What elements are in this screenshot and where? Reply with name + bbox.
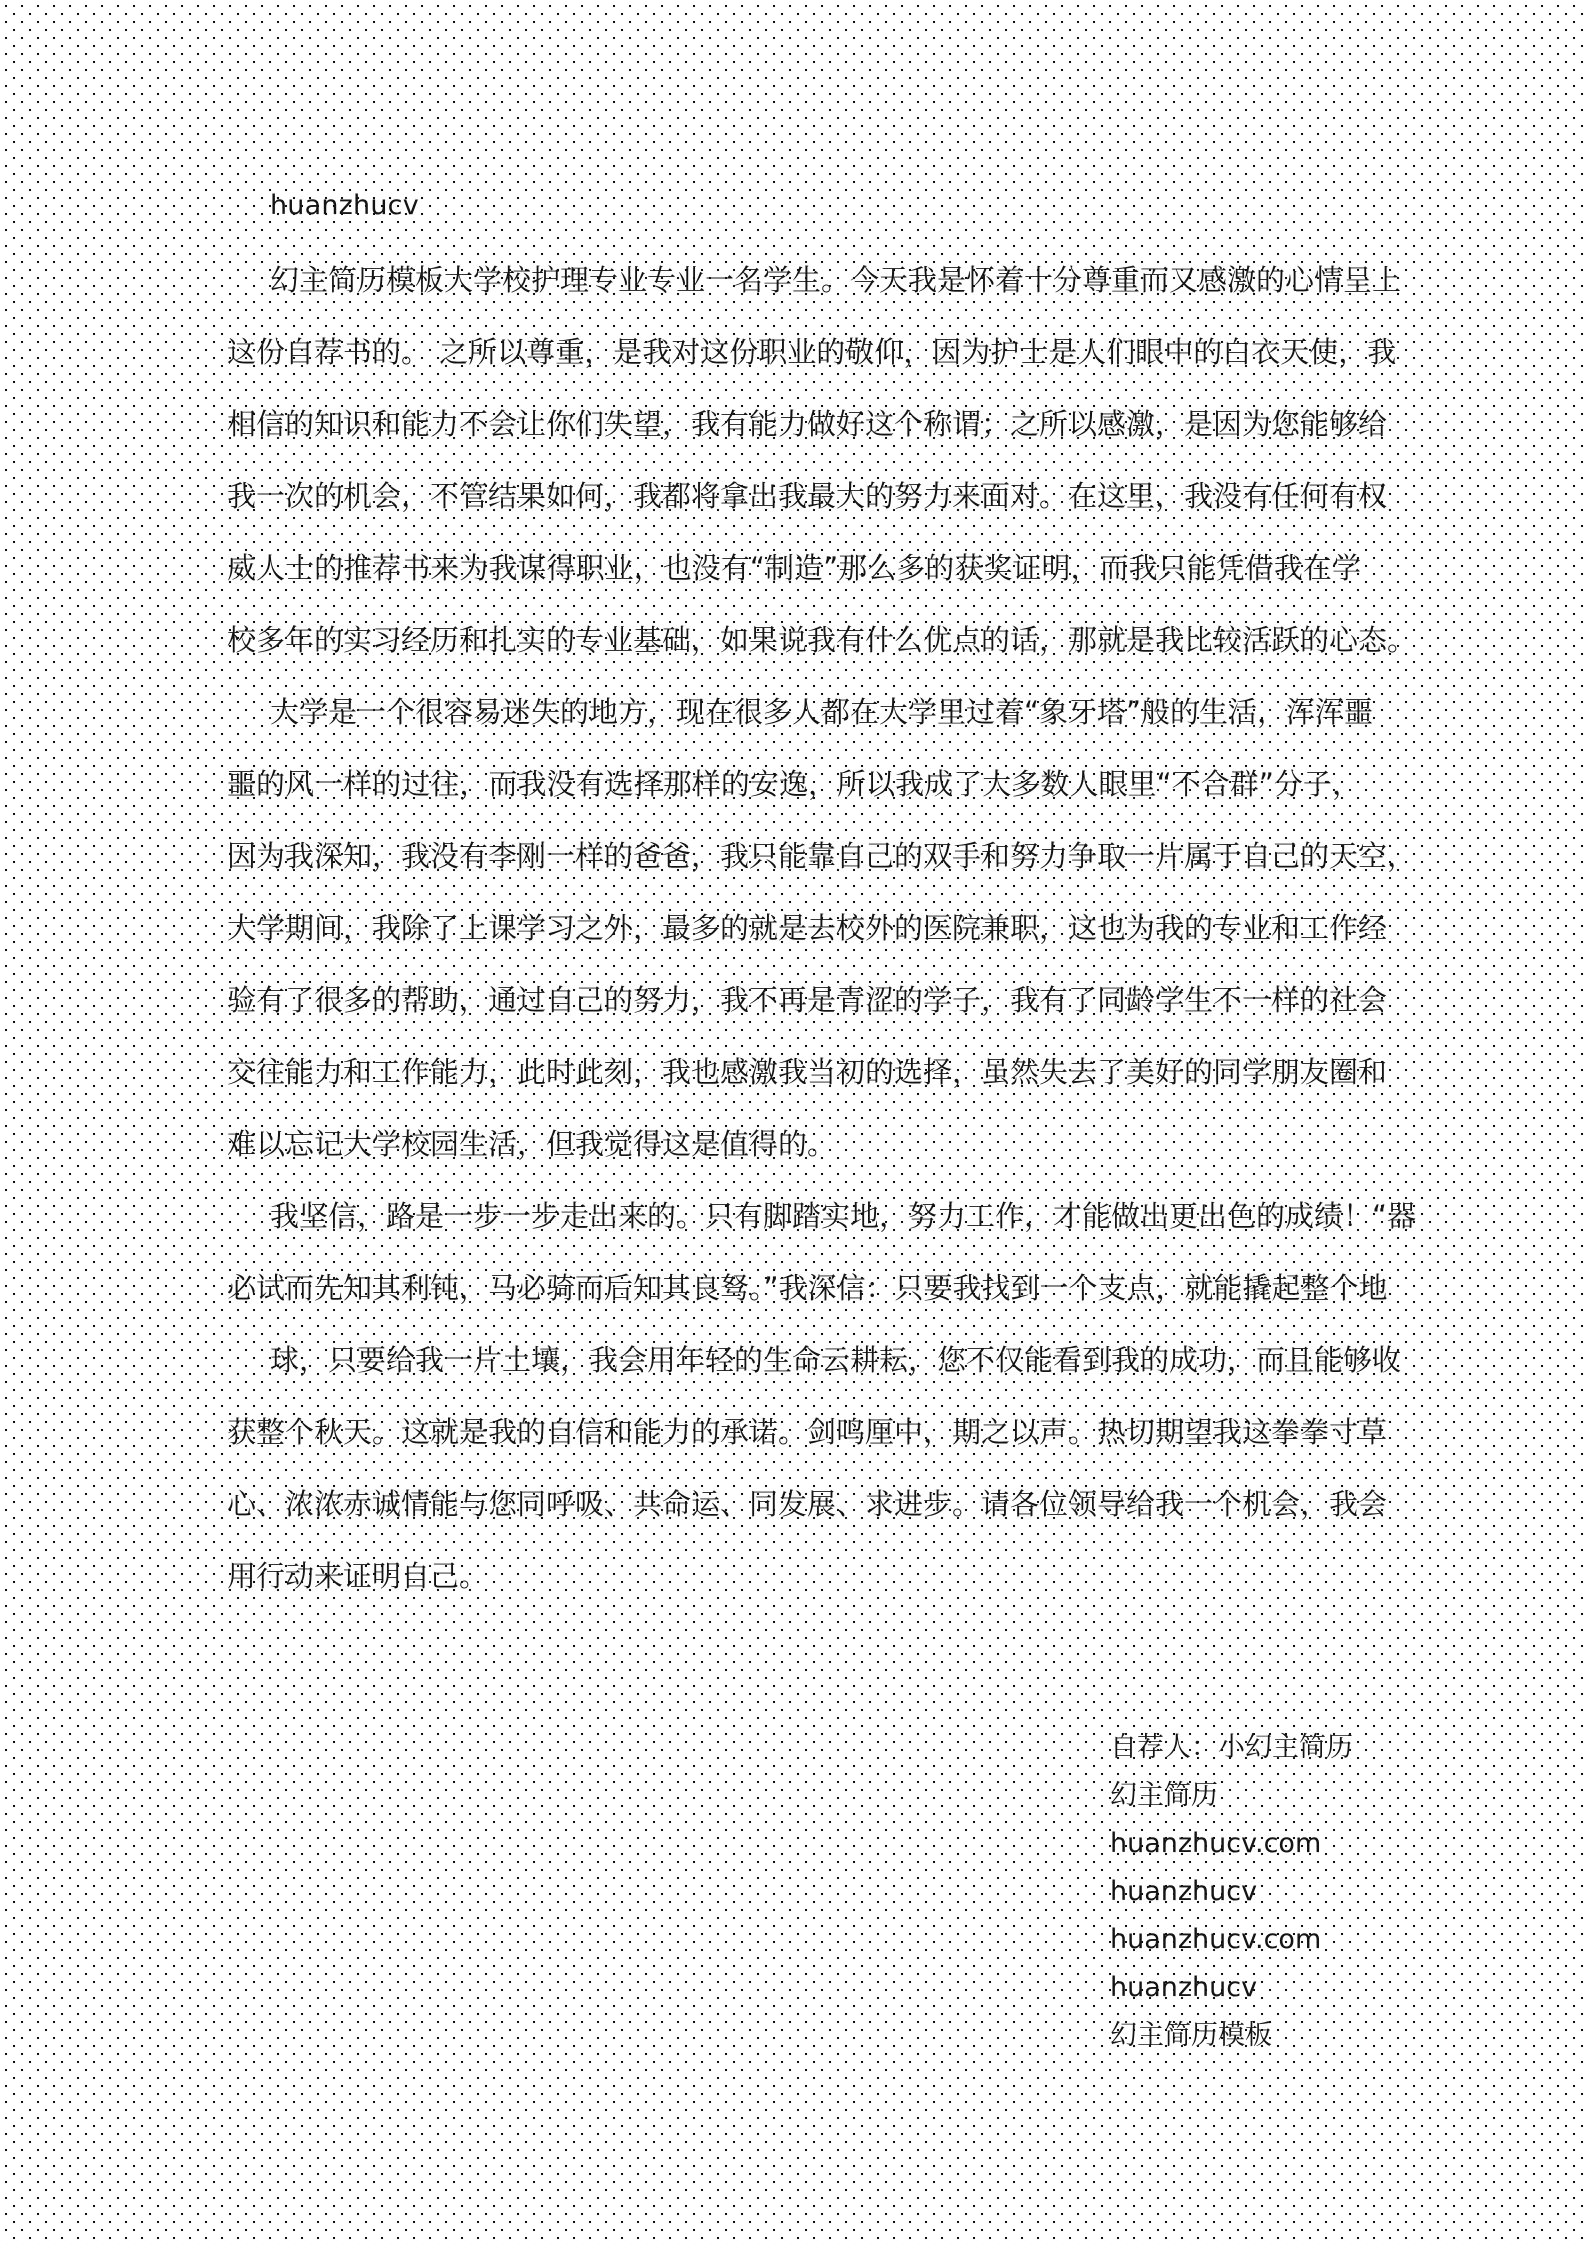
signature-block xyxy=(1110,1724,1353,2060)
signature-line: huanzhucv.com xyxy=(1110,1924,1322,1955)
body-line: 难以忘记大学校园生活，但我觉得这是值得的。 xyxy=(227,1127,837,1161)
body-line: 大学期间，我除了上课学习之外，最多的就是去校外的医院兼职，这也为我的专业和工作经 xyxy=(227,911,1388,945)
body-line: 球，只要给我一片土壤，我会用年轻的生命云耕耘，您不仅能看到我的成功，而且能够收 xyxy=(270,1343,1402,1377)
body-line: 验有了很多的帮助，通过自己的努力，我不再是青涩的学子，我有了同龄学生不一样的社会 xyxy=(227,983,1388,1017)
header-watermark-text: huanzhucv xyxy=(270,190,419,221)
body-line: 必试而先知其利钝，马必骑而后知其良驽。”我深信：只要我找到一个支点，就能撬起整个地 xyxy=(227,1271,1388,1305)
body-line: 心、浓浓赤诚情能与您同呼吸、共命运、同发展、求进步。请各位领导给我一个机会，我会 xyxy=(227,1487,1388,1521)
body-line: 校多年的实习经历和扎实的专业基础，如果说我有什么优点的话，那就是我比较活跃的心态。 xyxy=(227,623,1417,657)
body-line: 获整个秋天。这就是我的自信和能力的承诺。剑鸣厘中，期之以声。热切期望我这拳拳寸草 xyxy=(227,1415,1388,1449)
signature-line: huanzhucv xyxy=(1110,1876,1258,1907)
body-line: 大学是一个很容易迷失的地方，现在很多人都在大学里过着“象牙塔”般的生活，浑浑噩 xyxy=(270,695,1374,729)
cover-letter-body xyxy=(227,244,1417,1612)
body-line: 威人士的推荐书来为我谋得职业，也没有“制造”那么多的获奖证明，而我只能凭借我在学 xyxy=(227,551,1361,585)
body-line: 相信的知识和能力不会让你们失望，我有能力做好这个称谓；之所以感激，是因为您能够给 xyxy=(227,407,1388,441)
body-line: 用行动来证明自己。 xyxy=(227,1559,489,1593)
signature-line: 幻主简历 xyxy=(1110,1780,1218,1811)
body-line: 我一次的机会，不管结果如何，我都将拿出我最大的努力来面对。在这里，我没有任何有权 xyxy=(227,479,1388,513)
body-line: 噩的风一样的过往，而我没有选择那样的安逸，所以我成了大多数人眼里“不合群”分子， xyxy=(227,767,1361,801)
body-line: 这份自荐书的。 之所以尊重，是我对这份职业的敬仰，因为护士是人们眼中的白衣天使，我 xyxy=(227,335,1397,369)
body-line: 我坚信，路是一步一步走出来的。只有脚踏实地，努力工作，才能做出更出色的成绩！“器 xyxy=(270,1199,1417,1233)
signature-line: huanzhucv xyxy=(1110,1972,1258,2003)
body-line: 幻主简历模板大学校护理专业专业一名学生。今天我是怀着十分尊重而又感激的心情呈上 xyxy=(270,263,1402,297)
signature-line: 幻主简历模板 xyxy=(1110,2020,1272,2051)
signature-line: huanzhucv.com xyxy=(1110,1828,1322,1859)
signature-author: 自荐人：小幻主简历 xyxy=(1110,1732,1353,1763)
body-line: 交往能力和工作能力，此时此刻，我也感激我当初的选择，虽然失去了美好的同学朋友圈和 xyxy=(227,1055,1388,1089)
body-line: 因为我深知，我没有李刚一样的爸爸，我只能靠自己的双手和努力争取一片属于自己的天空， xyxy=(227,839,1417,873)
